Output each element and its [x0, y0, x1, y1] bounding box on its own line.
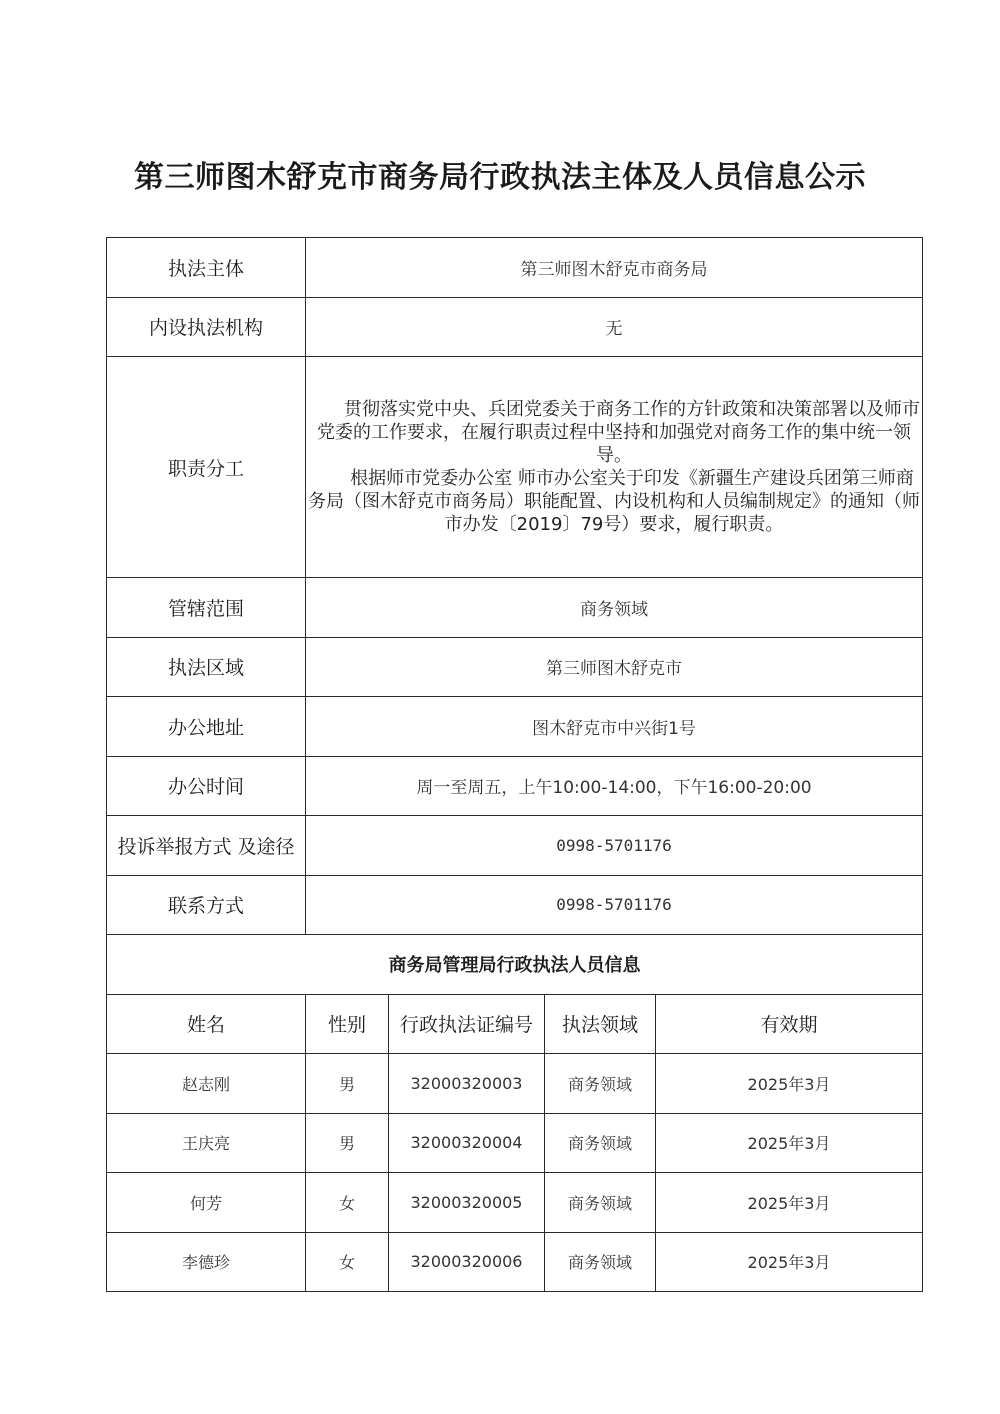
cell-gender: 男	[306, 1113, 389, 1173]
info-row-contact	[107, 875, 923, 935]
cell-field: 商务领域	[545, 1173, 656, 1233]
column-header-name: 姓名	[107, 994, 306, 1054]
row-value: 图木舒克市中兴街1号	[306, 697, 923, 757]
cell-field: 商务领域	[545, 1054, 656, 1114]
cell-cert-number: 32000320006	[389, 1232, 545, 1292]
cell-cert-number: 32000320003	[389, 1054, 545, 1114]
row-value: 0998-5701176	[306, 875, 923, 935]
row-label: 投诉举报方式 及途径	[107, 816, 306, 876]
info-row-duties	[107, 357, 923, 578]
cell-cert-number: 32000320005	[389, 1173, 545, 1233]
cell-validity: 2025年3月	[656, 1054, 923, 1114]
info-row-complaint	[107, 816, 923, 876]
page-title: 第三师图木舒克市商务局行政执法主体及人员信息公示	[134, 160, 866, 195]
info-row-subject	[107, 238, 923, 298]
row-label: 办公时间	[107, 756, 306, 816]
cell-gender: 男	[306, 1054, 389, 1114]
cell-cert-number: 32000320004	[389, 1113, 545, 1173]
cell-gender: 女	[306, 1173, 389, 1233]
info-row-office-hours	[107, 756, 923, 816]
table-row	[107, 1113, 923, 1173]
cell-name: 王庆亮	[107, 1113, 306, 1173]
table-row	[107, 1173, 923, 1233]
row-label: 执法主体	[107, 238, 306, 298]
info-row-office-address	[107, 697, 923, 757]
info-row-enforcement-area	[107, 637, 923, 697]
cell-field: 商务领域	[545, 1232, 656, 1292]
row-value: 0998-5701176	[306, 816, 923, 876]
row-label: 内设执法机构	[107, 297, 306, 357]
row-value: 第三师图木舒克市	[306, 637, 923, 697]
cell-name: 李德珍	[107, 1232, 306, 1292]
personnel-header-row	[107, 994, 923, 1054]
info-row-jurisdiction	[107, 578, 923, 638]
cell-name: 赵志刚	[107, 1054, 306, 1114]
duties-paragraph: 根据师市党委办公室 师市办公室关于印发《新疆生产建设兵团第三师商务局（图木舒克市商务局）职能配置、内设机构和人员编制规定》的通知（师市办发〔2019〕79号）要求，履行职责。	[308, 468, 920, 535]
cell-validity: 2025年3月	[656, 1113, 923, 1173]
row-value: 周一至周五，上午10:00-14:00，下午16:00-20:00	[306, 756, 923, 816]
cell-gender: 女	[306, 1232, 389, 1292]
table-row	[107, 1054, 923, 1114]
column-header-cert-number: 行政执法证编号	[389, 994, 545, 1054]
duties-text	[306, 357, 923, 578]
row-label: 联系方式	[107, 875, 306, 935]
personnel-section-row	[107, 935, 923, 995]
duties-paragraph: 贯彻落实党中央、兵团党委关于商务工作的方针政策和决策部署以及师市党委的工作要求，在履行职责过程中坚持和加强党对商务工作的集中统一领导。	[317, 399, 920, 466]
table-row	[107, 1232, 923, 1292]
info-row-internal-agency	[107, 297, 923, 357]
cell-field: 商务领域	[545, 1113, 656, 1173]
row-label: 管辖范围	[107, 578, 306, 638]
column-header-field: 执法领域	[545, 994, 656, 1054]
column-header-gender: 性别	[306, 994, 389, 1054]
row-value: 商务领域	[306, 578, 923, 638]
row-value: 第三师图木舒克市商务局	[306, 238, 923, 298]
cell-validity: 2025年3月	[656, 1173, 923, 1233]
info-table	[106, 237, 923, 1292]
cell-validity: 2025年3月	[656, 1232, 923, 1292]
cell-name: 何芳	[107, 1173, 306, 1233]
row-value: 无	[306, 297, 923, 357]
row-label: 职责分工	[107, 357, 306, 578]
section-title: 商务局管理局行政执法人员信息	[107, 935, 923, 995]
column-header-validity: 有效期	[656, 994, 923, 1054]
row-label: 办公地址	[107, 697, 306, 757]
row-label: 执法区域	[107, 637, 306, 697]
